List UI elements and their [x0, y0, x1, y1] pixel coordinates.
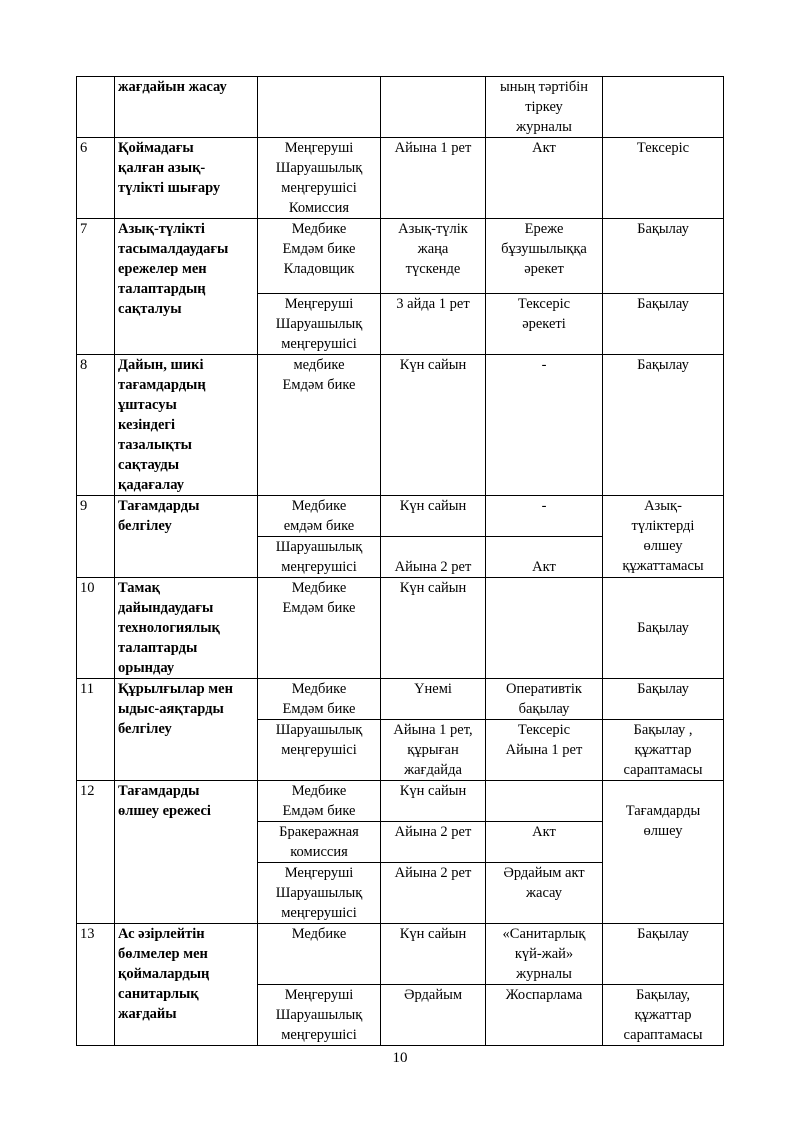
row-number: 11	[77, 679, 115, 781]
row-ctrl: Бақылау	[603, 924, 724, 985]
row-when: 3 айда 1 рет	[381, 294, 486, 355]
row-when: Айына 2 рет	[381, 863, 486, 924]
table-row	[77, 355, 724, 496]
row-when: Күн сайын	[381, 355, 486, 496]
row-doc: ының тәртібін тіркеу журналы	[486, 77, 603, 138]
table-row	[77, 219, 724, 294]
control-table	[76, 76, 724, 1046]
table-row	[77, 77, 724, 138]
table-row	[77, 924, 724, 985]
row-number: 9	[77, 496, 115, 578]
row-when: Айына 1 рет	[381, 138, 486, 219]
row-ctrl: Бақылау	[603, 679, 724, 720]
table-row	[77, 679, 724, 720]
row-who: Медбике Емдәм бике	[258, 578, 381, 679]
row-when: Күн сайын	[381, 781, 486, 822]
row-when: Күн сайын	[381, 496, 486, 537]
row-name: Тамақ дайындаудағы технологиялық талаптарды орындау	[115, 578, 258, 679]
row-when: Айына 2 рет	[381, 822, 486, 863]
table-row	[77, 781, 724, 822]
row-doc: Тексеріс әрекеті	[486, 294, 603, 355]
row-doc: Әрдайым акт жасау	[486, 863, 603, 924]
row-when: Айына 2 рет	[381, 537, 486, 578]
row-name: Тағамдарды өлшеу ережесі	[115, 781, 258, 924]
row-name: Тағамдарды белгілеу	[115, 496, 258, 578]
row-who: Шаруашылық меңгерушісі	[258, 537, 381, 578]
table-row	[77, 138, 724, 219]
row-ctrl: Тағамдарды өлшеу	[603, 781, 724, 924]
row-ctrl: Азық- түліктерді өлшеу құжаттамасы	[603, 496, 724, 578]
row-name: Дайын, шикі тағамдардың ұштасуы кезіндегі тазалықты сақтауды қадағалау	[115, 355, 258, 496]
row-ctrl: Бақылау	[603, 355, 724, 496]
row-when: Айына 1 рет, құрыған жағдайда	[381, 720, 486, 781]
row-when: Әрдайым	[381, 985, 486, 1046]
row-who: Медбике емдәм бике	[258, 496, 381, 537]
row-who: Медбике Емдәм бике	[258, 781, 381, 822]
row-ctrl: Бақылау , құжаттар сараптамасы	[603, 720, 724, 781]
row-doc	[486, 578, 603, 679]
row-name: Қоймадағы қалған азық- түлікті шығару	[115, 138, 258, 219]
row-ctrl: Бақылау	[603, 219, 724, 294]
row-who: Медбике Емдәм бике Кладовщик	[258, 219, 381, 294]
page-number: 10	[392, 1050, 408, 1066]
row-number: 6	[77, 138, 115, 219]
row-ctrl: Тексеріс	[603, 138, 724, 219]
table-row	[77, 496, 724, 537]
row-who: Бракеражная комиссия	[258, 822, 381, 863]
row-doc: «Санитарлық күй-жай» журналы	[486, 924, 603, 985]
row-number: 12	[77, 781, 115, 924]
row-when: Күн сайын	[381, 924, 486, 985]
row-ctrl: Бақылау	[603, 294, 724, 355]
row-who: Шаруашылық меңгерушісі	[258, 720, 381, 781]
row-number: 10	[77, 578, 115, 679]
row-name: жағдайын жасау	[115, 77, 258, 138]
row-doc: Акт	[486, 138, 603, 219]
row-doc: -	[486, 496, 603, 537]
row-who: медбике Емдәм бике	[258, 355, 381, 496]
row-doc: Жоспарлама	[486, 985, 603, 1046]
row-who: Меңгеруші Шаруашылық меңгерушісі	[258, 863, 381, 924]
row-who: Медбике Емдәм бике	[258, 679, 381, 720]
row-number: 13	[77, 924, 115, 1046]
row-name: Азық-түлікті тасымалдаудағы ережелер мен талаптардың сақталуы	[115, 219, 258, 355]
row-who: Медбике	[258, 924, 381, 985]
row-name: Ас әзірлейтін бөлмелер мен қоймалардың санитарлық жағдайы	[115, 924, 258, 1046]
row-when: Күн сайын	[381, 578, 486, 679]
row-who: Меңгеруші Шаруашылық меңгерушісі	[258, 294, 381, 355]
row-when: Үнемі	[381, 679, 486, 720]
row-number: 8	[77, 355, 115, 496]
row-who: Меңгеруші Шаруашылық меңгерушісі	[258, 985, 381, 1046]
row-doc: Тексеріс Айына 1 рет	[486, 720, 603, 781]
row-doc: -	[486, 355, 603, 496]
row-doc	[486, 781, 603, 822]
row-doc: Акт	[486, 822, 603, 863]
row-doc: Ереже бұзушылыққа әрекет	[486, 219, 603, 294]
row-ctrl: Бақылау	[603, 578, 724, 679]
row-number: 7	[77, 219, 115, 355]
row-ctrl: Бақылау, құжаттар сараптамасы	[603, 985, 724, 1046]
row-when: Азық-түлік жаңа түскенде	[381, 219, 486, 294]
row-doc: Оперативтік бақылау	[486, 679, 603, 720]
row-name: Құрылғылар мен ыдыс-аяқтарды белгілеу	[115, 679, 258, 781]
row-who: Меңгеруші Шаруашылық меңгерушісі Комиссия	[258, 138, 381, 219]
table-row	[77, 578, 724, 679]
row-doc: Акт	[486, 537, 603, 578]
